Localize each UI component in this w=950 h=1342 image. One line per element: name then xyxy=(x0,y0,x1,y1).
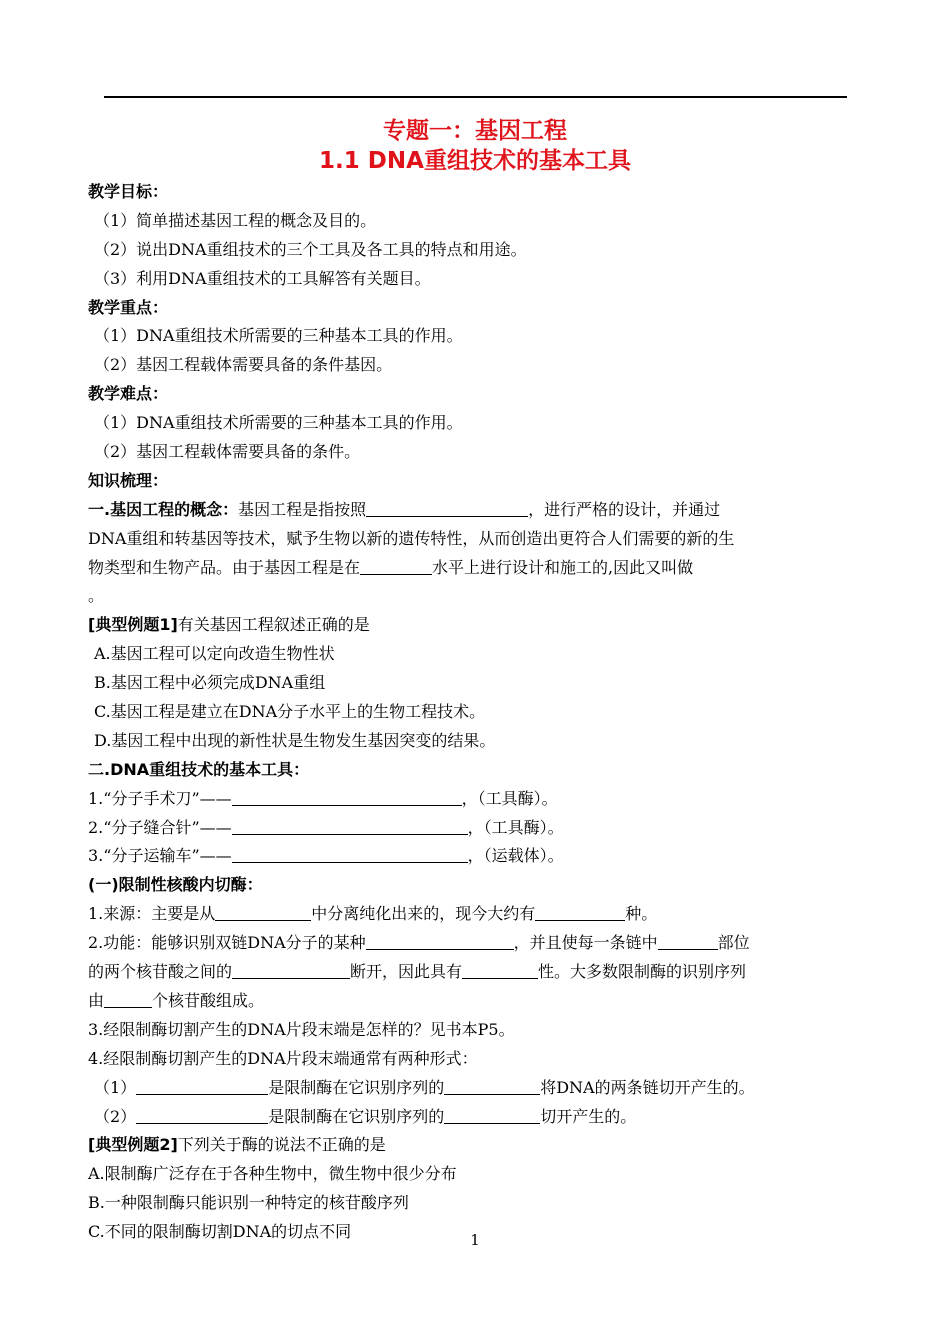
section-title: 1.1 DNA重组技术的基本工具 xyxy=(319,148,631,174)
source-text: 种。 xyxy=(625,904,658,924)
example1-option: C.基因工程是建立在DNA分子水平上的生物工程技术。 xyxy=(94,702,486,722)
concept-text: ，进行严格的设计，并通过 xyxy=(528,499,721,519)
example1-option: B.基因工程中必须完成DNA重组 xyxy=(94,673,326,693)
key-point-item: （1）DNA重组技术所需要的三种基本工具的作用。 xyxy=(94,326,463,346)
function-text: 部位 xyxy=(717,933,750,953)
end-form-text: （2） xyxy=(94,1106,137,1126)
tool-prefix: 1.“分子手术刀”—— xyxy=(88,788,232,808)
tool-suffix: ，（工具酶）。 xyxy=(467,817,564,837)
example2-text: 下列关于酶的说法不正确的是 xyxy=(177,1135,386,1155)
answer-blank[interactable] xyxy=(232,845,468,863)
concept-text: 水平上进行设计和施工的,因此又叫做 xyxy=(432,557,694,577)
knowledge-heading: 知识梳理： xyxy=(88,470,169,490)
function-line-3 xyxy=(88,987,850,1016)
header-rule xyxy=(104,96,847,98)
concept-line-2: DNA重组和转基因等技术，赋予生物以新的遗传特性，从而创造出更符合人们需要的新的生 xyxy=(88,528,735,548)
concept-line-3 xyxy=(88,554,850,583)
tool-line-3 xyxy=(88,842,850,871)
function-text: 个核苷酸组成。 xyxy=(152,990,265,1010)
objective-item: （2）说出DNA重组技术的三个工具及各工具的特点和用途。 xyxy=(94,239,527,259)
example2-option: C.不同的限制酶切割DNA的切点不同 xyxy=(88,1222,352,1242)
concept-text: 基因工程是指按照 xyxy=(238,499,367,519)
tool-prefix: 3.“分子运输车”—— xyxy=(88,846,232,866)
answer-blank[interactable] xyxy=(136,1077,268,1095)
answer-blank[interactable] xyxy=(360,557,432,575)
answer-blank[interactable] xyxy=(658,932,718,950)
answer-blank[interactable] xyxy=(535,903,625,921)
example1-option: A.基因工程可以定向改造生物性状 xyxy=(94,644,335,664)
concept-line-4: 。 xyxy=(88,586,105,606)
example2-option: B.一种限制酶只能识别一种特定的核苷酸序列 xyxy=(88,1193,409,1213)
difficulties-heading: 教学难点： xyxy=(88,384,169,404)
answer-blank[interactable] xyxy=(215,903,311,921)
end-form-text: 切开产生的。 xyxy=(540,1106,637,1126)
concept-text: 物类型和生物产品。由于基因工程是在 xyxy=(88,557,361,577)
key-points-heading: 教学重点： xyxy=(88,297,169,317)
answer-blank[interactable] xyxy=(232,817,468,835)
objective-item: （1）简单描述基因工程的概念及目的。 xyxy=(94,210,377,230)
function-text: 由 xyxy=(88,990,105,1010)
restriction-enzyme-heading: (一)限制性核酸内切酶： xyxy=(88,875,263,895)
key-point-item: （2）基因工程载体需要具备的条件基因。 xyxy=(94,355,393,375)
answer-blank[interactable] xyxy=(444,1077,540,1095)
end-form-text: 是限制酶在它识别序列的 xyxy=(268,1106,445,1126)
tool-prefix: 2.“分子缝合针”—— xyxy=(88,817,232,837)
example2-label: [典型例题2] xyxy=(88,1135,178,1155)
tool-line-1 xyxy=(88,785,850,814)
question-4: 4.经限制酶切割产生的DNA片段末端通常有两种形式： xyxy=(88,1048,478,1068)
answer-blank[interactable] xyxy=(462,961,538,979)
tools-heading: 二.DNA重组技术的基本工具： xyxy=(88,759,310,779)
end-form-text: 将DNA的两条链切开产生的。 xyxy=(540,1077,755,1097)
answer-blank[interactable] xyxy=(232,961,350,979)
objectives-heading: 教学目标： xyxy=(88,182,169,201)
answer-blank[interactable] xyxy=(444,1106,540,1124)
function-line-2 xyxy=(88,958,850,987)
concept-label: 一.基因工程的概念： xyxy=(88,499,239,519)
function-line-1 xyxy=(88,929,850,958)
example2-question xyxy=(88,1131,850,1160)
tool-suffix: ，（工具酶）。 xyxy=(461,788,558,808)
concept-line-1 xyxy=(88,496,850,525)
example1-text: 有关基因工程叙述正确的是 xyxy=(177,615,370,635)
answer-blank[interactable] xyxy=(366,932,514,950)
chapter-title: 专题一：基因工程 xyxy=(383,118,567,144)
page-number: 1 xyxy=(470,1231,480,1249)
end-form-1 xyxy=(88,1074,850,1103)
function-text: 的两个核苷酸之间的 xyxy=(88,962,233,982)
end-form-2 xyxy=(88,1103,850,1132)
source-line xyxy=(88,900,850,929)
example1-option: D.基因工程中出现的新性状是生物发生基因突变的结果。 xyxy=(94,730,496,750)
function-text: ，并且使每一条链中 xyxy=(513,933,658,953)
end-form-text: （1） xyxy=(94,1077,137,1097)
difficulty-item: （1）DNA重组技术所需要的三种基本工具的作用。 xyxy=(94,413,463,433)
end-form-text: 是限制酶在它识别序列的 xyxy=(268,1077,445,1097)
source-text: 1.来源：主要是从 xyxy=(88,904,216,924)
tool-line-2 xyxy=(88,814,850,843)
document-body xyxy=(88,178,850,1247)
answer-blank[interactable] xyxy=(366,499,528,517)
answer-blank[interactable] xyxy=(104,990,152,1008)
function-text: 断开，因此具有 xyxy=(350,962,463,982)
example1-label: [典型例题1] xyxy=(88,615,178,635)
question-3: 3.经限制酶切割产生的DNA片段末端是怎样的？见书本P5。 xyxy=(88,1019,515,1039)
example2-option: A.限制酶广泛存在于各种生物中，微生物中很少分布 xyxy=(88,1164,457,1184)
source-text: 中分离纯化出来的，现今大约有 xyxy=(311,904,536,924)
function-text: 2.功能：能够识别双链DNA分子的某种 xyxy=(88,933,366,953)
example1-question xyxy=(88,611,850,640)
tool-suffix: ，（运载体）。 xyxy=(467,846,564,866)
answer-blank[interactable] xyxy=(232,788,462,806)
objective-item: （3）利用DNA重组技术的工具解答有关题目。 xyxy=(94,268,431,288)
answer-blank[interactable] xyxy=(136,1106,268,1124)
difficulty-item: （2）基因工程载体需要具备的条件。 xyxy=(94,442,361,462)
function-text: 性。大多数限制酶的识别序列 xyxy=(538,962,747,982)
